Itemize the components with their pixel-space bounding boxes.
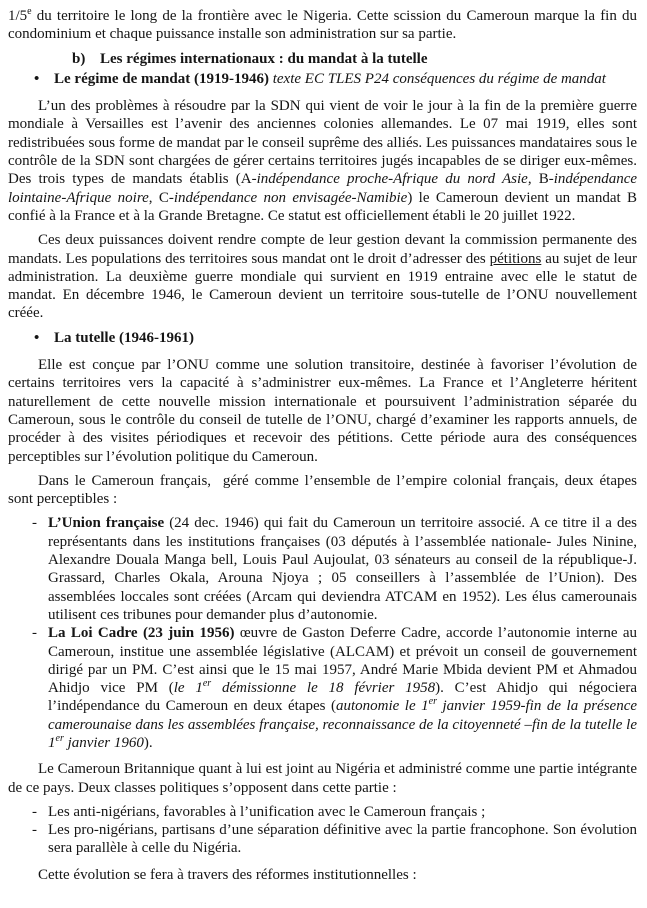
text-segment: La Loi Cadre (23 juin 1956) bbox=[48, 625, 235, 642]
text-segment: janvier 1959-fin de la présence camerounaise dans les assemblées française, reconnaissance de la citoyenneté –fin de la tutelle le 1 bbox=[48, 698, 638, 751]
text-segment: Elle est conçue par l’ONU comme une solution transitoire, destinée à favoriser l’évolution de certains territoires vers la capacité à s’administrer eux-mêmes. La France et l’Angleterre héritent naturellement de cette nouvelle mission internationale et poursuivent l’administration séparée du Cameroun, sous le contrôle du conseil de tutelle de l’ONU, chargé d’examiner les rapports annuels, de procéder à des visites périodiques et recevoir des pétitions. Cette période aura des conséquences perceptibles sur l’évolution politique du Cameroun. bbox=[8, 357, 637, 465]
text-segment: Les régimes internationaux : du mandat à la tutelle bbox=[100, 50, 428, 67]
text-segment: au sujet de leur administration. La deuxième guerre mondiale qui survient en 1919 entraine avec elle le statut de mandat. En décembre 1946, le Cameroun devient un territoire sous-tutelle de l’ONU nouvellement créée. bbox=[8, 250, 637, 322]
text-segment: er bbox=[202, 678, 212, 690]
text-segment: Les anti-nigérians, favorables à l’unification avec le Cameroun français ; bbox=[48, 803, 486, 820]
para-cameroun-britannique bbox=[8, 760, 637, 797]
heading-letter: b) bbox=[72, 50, 86, 67]
text-segment: (24 dec. 1946) qui fait du Cameroun un territoire associé. A ce titre il a des représentants dans les institutions françaises (03 députés à l’assemblée nationale- Jules Ninine, Alexandre Douala Manga bell, Louis Paul Aujoulat, 03 sénateurs au conseil de la république-J. Grassard, Charles Okala, Arouna Njoya ; 05 conseillers à l’assemblée de l’Union). Des assemblées loccales sont créées (Arcam qui deviendra ATCAM en 1952). Les élus camerounais utilisent ces tribunes pour demander plus d’autonomie. bbox=[48, 515, 637, 623]
heading-regimes-internationaux-text bbox=[100, 50, 637, 68]
text-segment: pétitions bbox=[489, 250, 542, 267]
para-commission-petitions bbox=[8, 231, 637, 322]
text-segment: L’un des problèmes à résoudre par la SDN qui vient de voir le jour à la fin de la première guerre mondiale à Versailles est l’avenir des anciennes colonies allemandes. Le 07 mai 1919, elles sont redistribuées sous forme de mandat par le conseil suprême des alliés. Les puissances mandataires sous le contrôle de la SDN sont chargées de gérer certains territoires jugés incapables de se diriger eux-mêmes. Des trois types de mandats établis (A- bbox=[8, 98, 637, 188]
text-segment: , C- bbox=[148, 189, 174, 206]
text-segment: Les pro-nigérians, partisans d’une séparation définitive avec la partie francophone. Son évolution sera parallèle à celle du Nigéria. bbox=[48, 822, 637, 857]
text-segment: indépendance lointaine-Afrique noire bbox=[8, 171, 638, 206]
text-segment: La tutelle (1946-1961) bbox=[54, 329, 194, 346]
dash-pro-nigerians-text bbox=[48, 821, 637, 858]
text-segment: indépendance proche-Afrique du nord Asie bbox=[256, 171, 528, 188]
text-segment: Ces deux puissances doivent rendre compte de leur gestion devant la commission permanente des mandats. Les populations des territoires sous mandat ont le droit d’adresser des bbox=[8, 232, 637, 267]
dash-marker-icon: - bbox=[32, 803, 37, 820]
dash-anti-nigerians bbox=[8, 803, 637, 821]
bullet-marker-icon: • bbox=[34, 70, 40, 87]
dash-loi-cadre-text bbox=[48, 624, 637, 752]
text-segment: , B- bbox=[527, 171, 554, 188]
text-segment: e bbox=[27, 6, 32, 17]
text-segment: ). C’est Ahidjo qui négociera l’indépendance du Cameroun en deux étapes ( bbox=[48, 680, 638, 715]
text-segment: du territoire le long de la frontière avec le Nigeria. Cette scission du Cameroun marque la fin du condominium et chaque puissance installe son administration sur sa partie. bbox=[8, 8, 637, 43]
bullet-marker-icon: • bbox=[34, 329, 40, 346]
dash-union-francaise bbox=[8, 514, 637, 624]
text-segment: ). bbox=[143, 734, 153, 751]
para-frontier-continuation bbox=[8, 7, 637, 44]
text-segment: er bbox=[428, 696, 437, 708]
bullet-regime-de-mandat-text bbox=[54, 70, 637, 88]
text-segment: œuvre de Gaston Deferre Cadre, accorde l’autonomie interne au Cameroun, institue une assemblée législative (ALCAM) et prévoit un conseil de gouvernement dirigé par un PM. C’est ainsi que le 15 mai 1957, André Marie Mbida devient PM et Ahmadou Ahidjo vice PM ( bbox=[48, 625, 638, 697]
dash-pro-nigerians bbox=[8, 821, 637, 858]
heading-regimes-internationaux bbox=[8, 50, 637, 68]
dash-union-francaise-text bbox=[48, 514, 637, 624]
text-segment: Cette évolution se fera à travers des réformes institutionnelles : bbox=[38, 866, 417, 883]
text-segment: er bbox=[55, 732, 64, 744]
para-cameroun-francais bbox=[8, 472, 637, 509]
text-segment: Dans le Cameroun français, géré comme l’ensemble de l’empire colonial français, deux étapes sont perceptibles : bbox=[8, 472, 637, 508]
text-segment: Le Cameroun Britannique quant à lui est joint au Nigéria et administré comme une partie intégrante de ce pays. Deux classes politiques s’opposent dans cette partie : bbox=[8, 761, 637, 796]
text-segment: 1/5 bbox=[8, 8, 28, 24]
dash-marker-icon: - bbox=[32, 822, 37, 839]
text-segment: le 1 bbox=[173, 680, 203, 697]
text-segment: janvier 1960 bbox=[63, 734, 144, 751]
text-segment: indépendance non envisagée-Namibie bbox=[173, 189, 408, 206]
text-segment: Le régime de mandat (1919-1946) bbox=[54, 70, 273, 87]
para-tutelle-onu bbox=[8, 356, 637, 466]
bullet-la-tutelle-text bbox=[54, 329, 637, 347]
text-segment: L’Union française bbox=[48, 515, 170, 532]
text-segment: démissionne le 18 février 1958 bbox=[211, 680, 436, 697]
bullet-regime-de-mandat bbox=[8, 70, 637, 88]
text-segment: texte EC TLES P24 conséquences du régime de mandat bbox=[272, 70, 606, 87]
text-segment: autonomie le 1 bbox=[335, 698, 429, 715]
dash-anti-nigerians-text bbox=[48, 803, 637, 821]
dash-marker-icon: - bbox=[32, 515, 37, 532]
text-segment: ) le Cameroun devient un mandat B confié à la France et à la Grande Bretagne. Ce statut est officiellement établi le 20 juillet 1922. bbox=[8, 189, 638, 224]
dash-loi-cadre bbox=[8, 624, 637, 752]
bullet-la-tutelle bbox=[8, 329, 637, 347]
dash-marker-icon: - bbox=[32, 625, 37, 642]
document-blocks bbox=[8, 7, 637, 884]
para-sdn-mandats bbox=[8, 97, 637, 225]
